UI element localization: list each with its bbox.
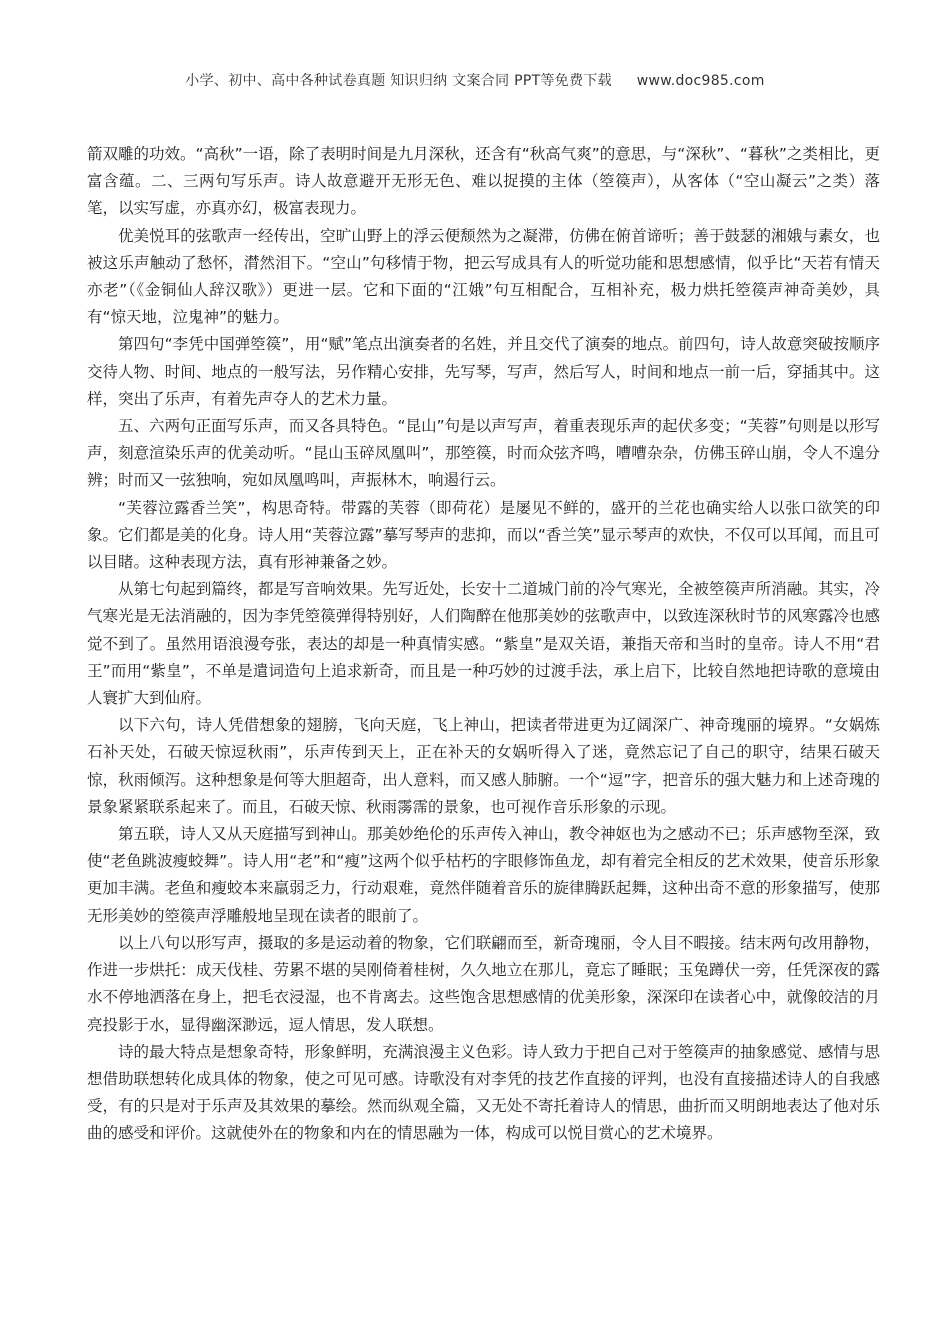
paragraph: 诗的最大特点是想象奇特，形象鲜明，充满浪漫主义色彩。诗人致力于把自己对于箜篌声的抽象感觉、感情与思想借助联想转化成具体的物象，使之可见可感。诗歌没有对李凭的技艺作直接的评判，也没有直接描述诗人的自我感受，有的只是对于乐声及其效果的摹绘。然而纵观全篇，又无处不寄托着诗人的情思，曲折而又明朗地表达了他对乐曲的感受和评价。这就使外在的物象和内在的情思融为一体，构成可以悦目赏心的艺术境界。	[87, 1042, 880, 1143]
paragraph: 第五联，诗人又从天庭描写到神山。那美妙绝伦的乐声传入神山，教令神妪也为之感动不已；乐声感物至深，致使“老鱼跳波瘦蛟舞”。诗人用“老”和“瘦”这两个似乎枯朽的字眼修饰鱼龙，却有着完全相反的艺术效果，使音乐形象更加丰满。老鱼和瘦蛟本来羸弱乏力，行动艰难，竟然伴随着音乐的旋律腾跃起舞，这种出奇不意的形象描写，使那无形美妙的箜篌声浮雕般地呈现在读者的眼前了。	[87, 825, 880, 925]
paragraph: 以下六句，诗人凭借想象的翅膀，飞向天庭，飞上神山，把读者带进更为辽阔深广、神奇瑰丽的境界。“女娲炼石补天处，石破天惊逗秋雨”，乐声传到天上，正在补天的女娲听得入了迷，竟然忘记了自己的职守，结果石破天惊，秋雨倾泻。这种想象是何等大胆超奇，出人意料，而又感人肺腑。一个“逗”字，把音乐的强大魅力和上述奇瑰的景象紧紧联系起来了。而且，石破天惊、秋雨霶霈的景象，也可视作音乐形象的示现。	[87, 716, 880, 816]
page-header	[0, 70, 950, 90]
paragraph: 第四句“李凭中国弹箜篌”，用“赋”笔点出演奏者的名姓，并且交代了演奏的地点。前四句，诗人故意突破按顺序交待人物、时间、地点的一般写法，另作精心安排，先写琴，写声，然后写人，时间和地点一前一后，穿插其中。这样，突出了乐声，有着先声夺人的艺术力量。	[87, 335, 880, 408]
paragraph: 从第七句起到篇终，都是写音响效果。先写近处，长安十二道城门前的冷气寒光，全被箜篌声所消融。其实，冷气寒光是无法消融的，因为李凭箜篌弹得特别好，人们陶醉在他那美妙的弦歌声中，以致连深秋时节的风寒露冷也感觉不到了。虽然用语浪漫夸张，表达的却是一种真情实感。“紫皇”是双关语，兼指天帝和当时的皇帝。诗人不用“君王”而用“紫皇”，不单是遣词造句上追求新奇，而且是一种巧妙的过渡手法，承上启下，比较自然地把诗歌的意境由人寰扩大到仙府。	[87, 580, 880, 708]
paragraph: 五、六两句正面写乐声，而又各具特色。“昆山”句是以声写声，着重表现乐声的起伏多变；“芙蓉”句则是以形写声，刻意渲染乐声的优美动听。“昆山玉碎凤凰叫”，那箜篌，时而众弦齐鸣，嘈嘈杂杂，仿佛玉碎山崩，令人不遑分辨；时而又一弦独响，宛如凤凰鸣叫，声振林木，响遏行云。	[87, 417, 880, 490]
paragraph: 箭双雕的功效。“高秋”一语，除了表明时间是九月深秋，还含有“秋高气爽”的意思，与“深秋”、“暮秋”之类相比，更富含蕴。二、三两句写乐声。诗人故意避开无形无色、难以捉摸的主体（箜篌声），从客体（“空山凝云”之类）落笔，以实写虚，亦真亦幻，极富表现力。	[87, 145, 880, 218]
paragraph: “芙蓉泣露香兰笑”，构思奇特。带露的芙蓉（即荷花）是屡见不鲜的，盛开的兰花也确实给人以张口欲笑的印象。它们都是美的化身。诗人用“芙蓉泣露”摹写琴声的悲抑，而以“香兰笑”显示琴声的欢快，不仅可以耳闻，而且可以目睹。这种表现方法，真有形神兼备之妙。	[87, 498, 880, 572]
paragraph: 优美悦耳的弦歌声一经传出，空旷山野上的浮云便颓然为之凝滞，仿佛在俯首谛听；善于鼓瑟的湘娥与素女，也被这乐声触动了愁怀，潸然泪下。“空山”句移情于物，把云写成具有人的听觉功能和思想感情，似乎比“天若有情天亦老”（《金铜仙人辞汉歌》）更进一层。它和下面的“江娥”句互相配合，互相补充，极力烘托箜篌声神奇美妙，具有“惊天地，泣鬼神”的魅力。	[87, 226, 880, 327]
article-body	[87, 141, 880, 1148]
header-url[interactable]: www.doc985.com	[636, 73, 765, 89]
paragraph: 以上八句以形写声，摄取的多是运动着的物象，它们联翩而至，新奇瑰丽，令人目不暇接。结末两句改用静物，作进一步烘托：成天伐桂、劳累不堪的吴刚倚着桂树，久久地立在那儿，竟忘了睡眠；玉兔蹲伏一旁，任凭深夜的露水不停地洒落在身上，把毛衣浸湿，也不肯离去。这些饱含思想感情的优美形象，深深印在读者心中，就像皎洁的月亮投影于水，显得幽深渺远，逗人情思，发人联想。	[87, 933, 880, 1034]
header-text: 小学、初中、高中各种试卷真题 知识归纳 文案合同 PPT等免费下载	[185, 73, 612, 89]
